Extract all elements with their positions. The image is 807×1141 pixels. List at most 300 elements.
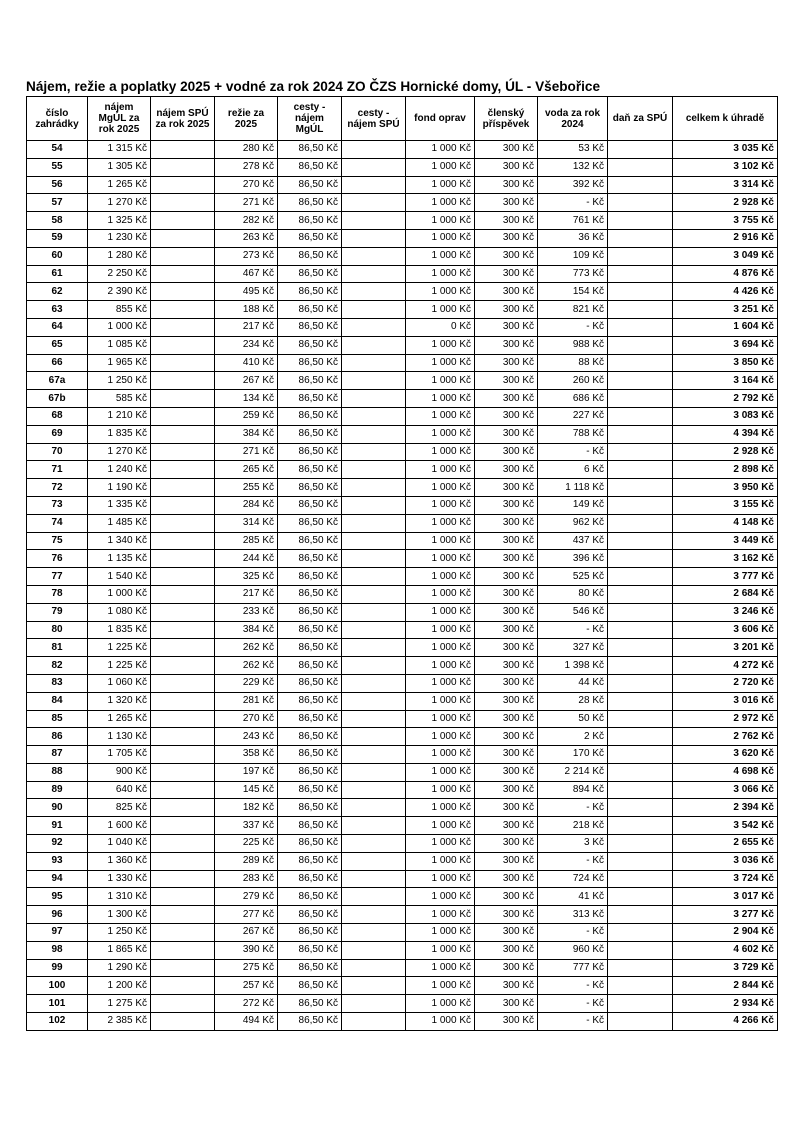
cell-najem-spu	[151, 176, 215, 194]
cell-cesty-mgul: 86,50 Kč	[278, 141, 342, 159]
cell-fond: 1 000 Kč	[406, 301, 475, 319]
cell-dan	[608, 674, 673, 692]
cell-cesty-spu	[342, 941, 406, 959]
cell-dan	[608, 692, 673, 710]
cell-cislo: 54	[27, 141, 88, 159]
cell-celkem: 3 102 Kč	[673, 158, 778, 176]
table-row	[27, 639, 778, 657]
cell-cesty-spu	[342, 318, 406, 336]
cell-najem-spu	[151, 924, 215, 942]
cell-fond: 1 000 Kč	[406, 283, 475, 301]
col-header-cesty-mgul: cesty - nájem MgÚL	[278, 97, 342, 141]
cell-fond: 1 000 Kč	[406, 212, 475, 230]
cell-fond: 1 000 Kč	[406, 835, 475, 853]
cell-cesty-spu	[342, 906, 406, 924]
cell-clensky: 300 Kč	[475, 995, 538, 1013]
cell-voda: - Kč	[538, 977, 608, 995]
cell-dan	[608, 728, 673, 746]
cell-celkem: 2 928 Kč	[673, 194, 778, 212]
cell-fond: 1 000 Kč	[406, 977, 475, 995]
cell-najem-mgul: 1 250 Kč	[88, 372, 151, 390]
cell-clensky: 300 Kč	[475, 657, 538, 675]
cell-clensky: 300 Kč	[475, 283, 538, 301]
cell-rezie: 280 Kč	[215, 141, 278, 159]
cell-najem-mgul: 1 315 Kč	[88, 141, 151, 159]
cell-dan	[608, 835, 673, 853]
cell-cesty-spu	[342, 158, 406, 176]
cell-najem-mgul: 1 320 Kč	[88, 692, 151, 710]
cell-clensky: 300 Kč	[475, 1013, 538, 1031]
cell-cesty-mgul: 86,50 Kč	[278, 532, 342, 550]
col-header-dan: daň za SPÚ	[608, 97, 673, 141]
cell-celkem: 2 762 Kč	[673, 728, 778, 746]
cell-najem-mgul: 1 225 Kč	[88, 639, 151, 657]
cell-cislo: 74	[27, 514, 88, 532]
cell-voda: - Kč	[538, 799, 608, 817]
cell-rezie: 277 Kč	[215, 906, 278, 924]
cell-dan	[608, 1013, 673, 1031]
cell-dan	[608, 443, 673, 461]
cell-cesty-spu	[342, 479, 406, 497]
table-row	[27, 977, 778, 995]
cell-voda: 821 Kč	[538, 301, 608, 319]
cell-fond: 1 000 Kč	[406, 461, 475, 479]
cell-najem-spu	[151, 603, 215, 621]
cell-dan	[608, 194, 673, 212]
cell-cesty-spu	[342, 568, 406, 586]
cell-cislo: 102	[27, 1013, 88, 1031]
table-row	[27, 603, 778, 621]
cell-cislo: 91	[27, 817, 88, 835]
cell-najem-mgul: 1 290 Kč	[88, 959, 151, 977]
cell-clensky: 300 Kč	[475, 336, 538, 354]
table-row	[27, 372, 778, 390]
cell-cislo: 60	[27, 247, 88, 265]
cell-cesty-mgul: 86,50 Kč	[278, 710, 342, 728]
cell-najem-spu	[151, 229, 215, 247]
col-header-celkem: celkem k úhradě	[673, 97, 778, 141]
cell-clensky: 300 Kč	[475, 407, 538, 425]
cell-clensky: 300 Kč	[475, 496, 538, 514]
cell-fond: 1 000 Kč	[406, 176, 475, 194]
cell-cesty-spu	[342, 212, 406, 230]
table-row	[27, 870, 778, 888]
cell-cesty-mgul: 86,50 Kč	[278, 301, 342, 319]
cell-najem-mgul: 1 325 Kč	[88, 212, 151, 230]
cell-cesty-spu	[342, 888, 406, 906]
cell-cesty-mgul: 86,50 Kč	[278, 425, 342, 443]
cell-cesty-spu	[342, 746, 406, 764]
cell-clensky: 300 Kč	[475, 425, 538, 443]
col-header-voda: voda za rok 2024	[538, 97, 608, 141]
table-row	[27, 425, 778, 443]
cell-celkem: 2 844 Kč	[673, 977, 778, 995]
col-header-cesty-spu: cesty - nájem SPÚ	[342, 97, 406, 141]
cell-cislo: 68	[27, 407, 88, 425]
cell-cesty-mgul: 86,50 Kč	[278, 674, 342, 692]
cell-dan	[608, 390, 673, 408]
cell-celkem: 3 542 Kč	[673, 817, 778, 835]
cell-cesty-spu	[342, 621, 406, 639]
table-row	[27, 194, 778, 212]
cell-cesty-mgul: 86,50 Kč	[278, 924, 342, 942]
cell-dan	[608, 924, 673, 942]
cell-najem-spu	[151, 354, 215, 372]
cell-cesty-mgul: 86,50 Kč	[278, 194, 342, 212]
cell-voda: 960 Kč	[538, 941, 608, 959]
cell-cesty-mgul: 86,50 Kč	[278, 1013, 342, 1031]
cell-cislo: 56	[27, 176, 88, 194]
cell-cesty-mgul: 86,50 Kč	[278, 799, 342, 817]
cell-cislo: 81	[27, 639, 88, 657]
cell-rezie: 325 Kč	[215, 568, 278, 586]
cell-najem-spu	[151, 657, 215, 675]
cell-celkem: 4 266 Kč	[673, 1013, 778, 1031]
cell-fond: 1 000 Kč	[406, 888, 475, 906]
cell-dan	[608, 141, 673, 159]
cell-najem-spu	[151, 479, 215, 497]
cell-najem-spu	[151, 941, 215, 959]
cell-rezie: 495 Kč	[215, 283, 278, 301]
cell-najem-spu	[151, 407, 215, 425]
cell-fond: 1 000 Kč	[406, 496, 475, 514]
cell-clensky: 300 Kč	[475, 924, 538, 942]
cell-cesty-spu	[342, 603, 406, 621]
cell-dan	[608, 959, 673, 977]
cell-celkem: 2 792 Kč	[673, 390, 778, 408]
cell-celkem: 3 251 Kč	[673, 301, 778, 319]
cell-fond: 1 000 Kč	[406, 924, 475, 942]
cell-cesty-spu	[342, 995, 406, 1013]
cell-clensky: 300 Kč	[475, 479, 538, 497]
cell-voda: 218 Kč	[538, 817, 608, 835]
cell-cesty-mgul: 86,50 Kč	[278, 603, 342, 621]
table-row	[27, 461, 778, 479]
page-title: Nájem, režie a poplatky 2025 + vodné za rok 2024 ZO ČZS Hornické domy, ÚL - Všebořice	[26, 79, 601, 94]
cell-cesty-spu	[342, 247, 406, 265]
cell-celkem: 2 720 Kč	[673, 674, 778, 692]
cell-dan	[608, 301, 673, 319]
table-body	[27, 141, 778, 1031]
cell-najem-mgul: 1 305 Kč	[88, 158, 151, 176]
cell-rezie: 262 Kč	[215, 639, 278, 657]
table-row	[27, 265, 778, 283]
cell-fond: 1 000 Kč	[406, 532, 475, 550]
cell-cesty-spu	[342, 585, 406, 603]
cell-rezie: 275 Kč	[215, 959, 278, 977]
cell-cesty-mgul: 86,50 Kč	[278, 763, 342, 781]
cell-celkem: 3 049 Kč	[673, 247, 778, 265]
cell-najem-mgul: 1 865 Kč	[88, 941, 151, 959]
cell-cesty-mgul: 86,50 Kč	[278, 941, 342, 959]
cell-cesty-spu	[342, 443, 406, 461]
cell-najem-mgul: 1 000 Kč	[88, 318, 151, 336]
cell-najem-mgul: 1 130 Kč	[88, 728, 151, 746]
col-header-fond: fond oprav	[406, 97, 475, 141]
cell-rezie: 285 Kč	[215, 532, 278, 550]
cell-celkem: 3 694 Kč	[673, 336, 778, 354]
cell-voda: - Kč	[538, 318, 608, 336]
cell-rezie: 233 Kč	[215, 603, 278, 621]
cell-cesty-spu	[342, 283, 406, 301]
cell-cesty-mgul: 86,50 Kč	[278, 176, 342, 194]
cell-celkem: 3 314 Kč	[673, 176, 778, 194]
cell-fond: 1 000 Kč	[406, 603, 475, 621]
cell-clensky: 300 Kč	[475, 461, 538, 479]
cell-dan	[608, 550, 673, 568]
cell-dan	[608, 906, 673, 924]
cell-rezie: 134 Kč	[215, 390, 278, 408]
cell-dan	[608, 657, 673, 675]
cell-najem-mgul: 1 335 Kč	[88, 496, 151, 514]
cell-dan	[608, 158, 673, 176]
cell-cesty-mgul: 86,50 Kč	[278, 407, 342, 425]
table-row	[27, 888, 778, 906]
cell-clensky: 300 Kč	[475, 229, 538, 247]
cell-clensky: 300 Kč	[475, 514, 538, 532]
cell-clensky: 300 Kč	[475, 799, 538, 817]
cell-najem-spu	[151, 852, 215, 870]
cell-dan	[608, 407, 673, 425]
cell-cesty-mgul: 86,50 Kč	[278, 229, 342, 247]
cell-clensky: 300 Kč	[475, 746, 538, 764]
cell-fond: 1 000 Kč	[406, 657, 475, 675]
cell-clensky: 300 Kč	[475, 390, 538, 408]
cell-najem-mgul: 1 200 Kč	[88, 977, 151, 995]
cell-cesty-spu	[342, 532, 406, 550]
cell-cesty-mgul: 86,50 Kč	[278, 817, 342, 835]
cell-cislo: 71	[27, 461, 88, 479]
cell-cislo: 82	[27, 657, 88, 675]
cell-rezie: 270 Kč	[215, 710, 278, 728]
cell-najem-mgul: 1 310 Kč	[88, 888, 151, 906]
cell-celkem: 3 620 Kč	[673, 746, 778, 764]
cell-najem-mgul: 825 Kč	[88, 799, 151, 817]
cell-dan	[608, 372, 673, 390]
table-row	[27, 763, 778, 781]
cell-celkem: 3 850 Kč	[673, 354, 778, 372]
cell-voda: - Kč	[538, 995, 608, 1013]
cell-fond: 1 000 Kč	[406, 1013, 475, 1031]
cell-voda: 724 Kč	[538, 870, 608, 888]
cell-najem-mgul: 1 280 Kč	[88, 247, 151, 265]
cell-fond: 1 000 Kč	[406, 514, 475, 532]
cell-cesty-spu	[342, 817, 406, 835]
cell-cesty-spu	[342, 710, 406, 728]
cell-cesty-mgul: 86,50 Kč	[278, 443, 342, 461]
cell-cesty-mgul: 86,50 Kč	[278, 692, 342, 710]
cell-dan	[608, 354, 673, 372]
cell-cislo: 79	[27, 603, 88, 621]
cell-clensky: 300 Kč	[475, 835, 538, 853]
cell-fond: 1 000 Kč	[406, 479, 475, 497]
cell-najem-spu	[151, 247, 215, 265]
cell-cislo: 76	[27, 550, 88, 568]
cell-cislo: 70	[27, 443, 88, 461]
cell-dan	[608, 514, 673, 532]
table-row	[27, 514, 778, 532]
cell-cesty-mgul: 86,50 Kč	[278, 212, 342, 230]
cell-rezie: 225 Kč	[215, 835, 278, 853]
table-row	[27, 781, 778, 799]
cell-cislo: 69	[27, 425, 88, 443]
cell-clensky: 300 Kč	[475, 318, 538, 336]
cell-cislo: 77	[27, 568, 88, 586]
cell-rezie: 358 Kč	[215, 746, 278, 764]
cell-cislo: 59	[27, 229, 88, 247]
cell-clensky: 300 Kč	[475, 265, 538, 283]
cell-najem-spu	[151, 710, 215, 728]
cell-voda: 1 398 Kč	[538, 657, 608, 675]
cell-rezie: 271 Kč	[215, 194, 278, 212]
cell-najem-mgul: 2 250 Kč	[88, 265, 151, 283]
cell-najem-mgul: 2 390 Kč	[88, 283, 151, 301]
cell-dan	[608, 336, 673, 354]
cell-najem-spu	[151, 568, 215, 586]
cell-clensky: 300 Kč	[475, 247, 538, 265]
cell-celkem: 2 904 Kč	[673, 924, 778, 942]
cell-dan	[608, 585, 673, 603]
cell-najem-spu	[151, 906, 215, 924]
cell-cislo: 80	[27, 621, 88, 639]
cell-voda: 3 Kč	[538, 835, 608, 853]
cell-najem-mgul: 1 965 Kč	[88, 354, 151, 372]
table-row	[27, 318, 778, 336]
cell-rezie: 259 Kč	[215, 407, 278, 425]
cell-dan	[608, 229, 673, 247]
cell-cesty-mgul: 86,50 Kč	[278, 977, 342, 995]
cell-najem-mgul: 1 835 Kč	[88, 425, 151, 443]
cell-fond: 1 000 Kč	[406, 141, 475, 159]
cell-clensky: 300 Kč	[475, 763, 538, 781]
payments-table	[26, 96, 778, 1031]
cell-najem-spu	[151, 212, 215, 230]
cell-najem-mgul: 1 270 Kč	[88, 443, 151, 461]
cell-cesty-mgul: 86,50 Kč	[278, 746, 342, 764]
cell-rezie: 217 Kč	[215, 318, 278, 336]
cell-cesty-mgul: 86,50 Kč	[278, 995, 342, 1013]
cell-dan	[608, 532, 673, 550]
cell-cesty-spu	[342, 870, 406, 888]
cell-dan	[608, 817, 673, 835]
cell-cesty-spu	[342, 229, 406, 247]
cell-najem-mgul: 1 600 Kč	[88, 817, 151, 835]
cell-najem-spu	[151, 372, 215, 390]
cell-najem-spu	[151, 158, 215, 176]
cell-fond: 1 000 Kč	[406, 372, 475, 390]
cell-fond: 1 000 Kč	[406, 781, 475, 799]
cell-cesty-mgul: 86,50 Kč	[278, 852, 342, 870]
cell-fond: 1 000 Kč	[406, 568, 475, 586]
table-row	[27, 550, 778, 568]
cell-fond: 1 000 Kč	[406, 959, 475, 977]
cell-cesty-spu	[342, 781, 406, 799]
cell-fond: 1 000 Kč	[406, 639, 475, 657]
table-row	[27, 1013, 778, 1031]
cell-cesty-mgul: 86,50 Kč	[278, 888, 342, 906]
cell-fond: 1 000 Kč	[406, 852, 475, 870]
col-header-najem-mgul: nájem MgÚL za rok 2025	[88, 97, 151, 141]
cell-rezie: 494 Kč	[215, 1013, 278, 1031]
cell-voda: - Kč	[538, 924, 608, 942]
cell-fond: 1 000 Kč	[406, 407, 475, 425]
cell-cesty-mgul: 86,50 Kč	[278, 354, 342, 372]
cell-clensky: 300 Kč	[475, 888, 538, 906]
cell-cesty-spu	[342, 692, 406, 710]
cell-fond: 1 000 Kč	[406, 870, 475, 888]
cell-celkem: 2 934 Kč	[673, 995, 778, 1013]
cell-fond: 1 000 Kč	[406, 763, 475, 781]
cell-cesty-mgul: 86,50 Kč	[278, 835, 342, 853]
cell-cesty-spu	[342, 1013, 406, 1031]
cell-najem-mgul: 1 190 Kč	[88, 479, 151, 497]
cell-najem-mgul: 855 Kč	[88, 301, 151, 319]
cell-najem-spu	[151, 496, 215, 514]
cell-cesty-mgul: 86,50 Kč	[278, 657, 342, 675]
cell-celkem: 3 155 Kč	[673, 496, 778, 514]
cell-cesty-mgul: 86,50 Kč	[278, 265, 342, 283]
cell-celkem: 3 606 Kč	[673, 621, 778, 639]
cell-dan	[608, 621, 673, 639]
cell-voda: 132 Kč	[538, 158, 608, 176]
cell-rezie: 283 Kč	[215, 870, 278, 888]
table-row	[27, 835, 778, 853]
cell-celkem: 4 698 Kč	[673, 763, 778, 781]
cell-najem-spu	[151, 390, 215, 408]
cell-cesty-spu	[342, 425, 406, 443]
cell-najem-spu	[151, 336, 215, 354]
cell-dan	[608, 461, 673, 479]
cell-celkem: 3 246 Kč	[673, 603, 778, 621]
cell-najem-mgul: 900 Kč	[88, 763, 151, 781]
cell-dan	[608, 283, 673, 301]
table-row	[27, 443, 778, 461]
cell-cislo: 63	[27, 301, 88, 319]
cell-celkem: 3 066 Kč	[673, 781, 778, 799]
cell-najem-mgul: 1 340 Kč	[88, 532, 151, 550]
table-row	[27, 496, 778, 514]
cell-cislo: 85	[27, 710, 88, 728]
table-row	[27, 336, 778, 354]
cell-fond: 1 000 Kč	[406, 746, 475, 764]
cell-celkem: 4 602 Kč	[673, 941, 778, 959]
cell-voda: - Kč	[538, 194, 608, 212]
cell-cislo: 67a	[27, 372, 88, 390]
header-row	[27, 97, 778, 141]
cell-najem-spu	[151, 585, 215, 603]
cell-cislo: 62	[27, 283, 88, 301]
cell-voda: 109 Kč	[538, 247, 608, 265]
cell-cesty-mgul: 86,50 Kč	[278, 461, 342, 479]
cell-celkem: 1 604 Kč	[673, 318, 778, 336]
cell-cesty-spu	[342, 799, 406, 817]
table-row	[27, 799, 778, 817]
table-row	[27, 817, 778, 835]
cell-cislo: 90	[27, 799, 88, 817]
cell-voda: 525 Kč	[538, 568, 608, 586]
cell-cesty-spu	[342, 639, 406, 657]
cell-dan	[608, 425, 673, 443]
cell-dan	[608, 568, 673, 586]
cell-dan	[608, 799, 673, 817]
cell-rezie: 217 Kč	[215, 585, 278, 603]
cell-cesty-spu	[342, 514, 406, 532]
table-row	[27, 852, 778, 870]
table-row	[27, 158, 778, 176]
cell-cislo: 86	[27, 728, 88, 746]
cell-najem-mgul: 1 230 Kč	[88, 229, 151, 247]
cell-cesty-mgul: 86,50 Kč	[278, 372, 342, 390]
